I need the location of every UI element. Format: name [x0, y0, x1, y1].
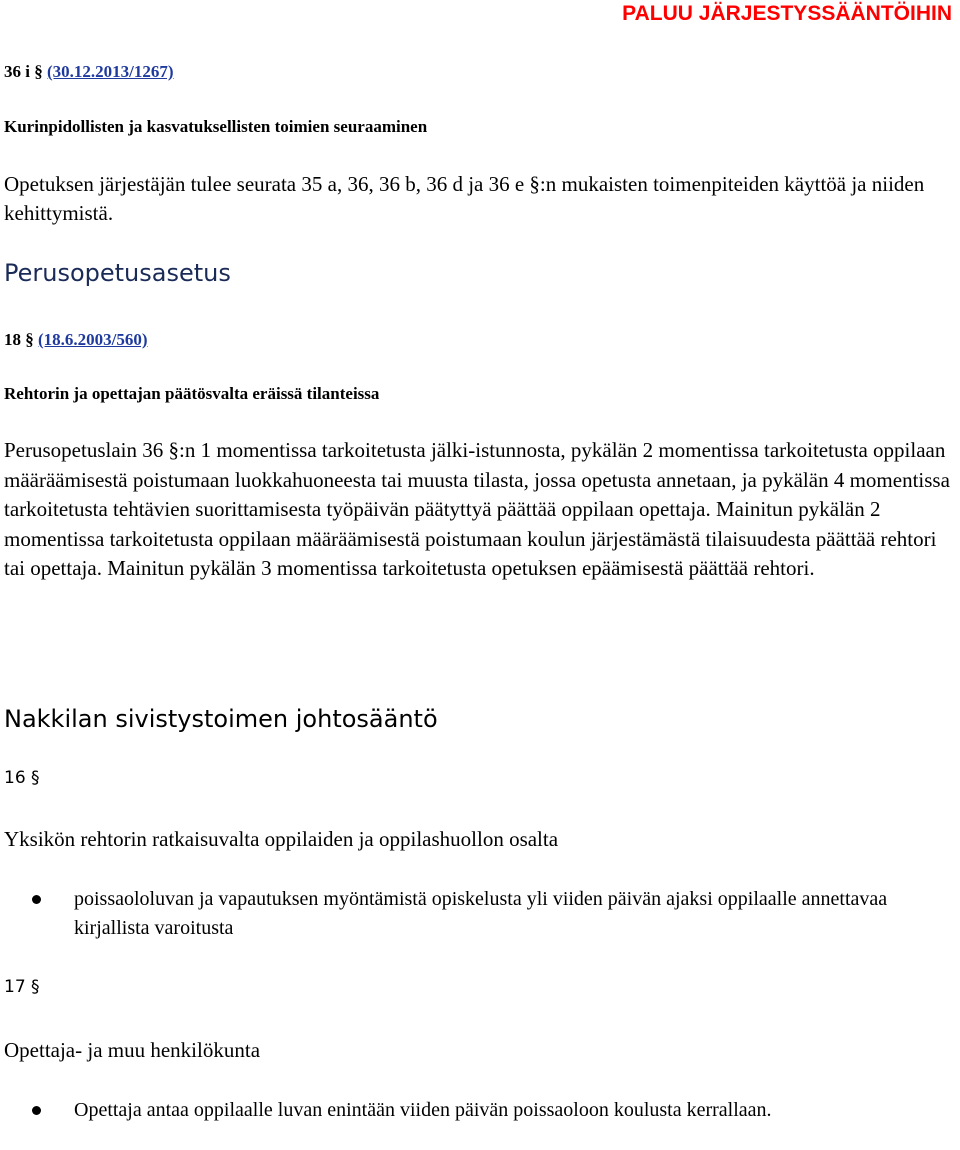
list-item [0, 885, 900, 943]
heading-17: Opettaja- ja muu henkilökunta [4, 1038, 261, 1062]
bullet-icon [32, 1106, 41, 1115]
section-number: 36 i § [4, 62, 43, 81]
amendment-link-36i[interactable]: (30.12.2013/1267) [46, 62, 174, 81]
section-number: 18 § [4, 330, 34, 349]
list-16 [0, 885, 900, 943]
heading-18: Rehtorin ja opettajan päätösvalta eräissä tilanteissa [4, 384, 380, 403]
paragraph-18: Perusopetuslain 36 §:n 1 momentissa tarkoitetusta jälki-istunnosta, pykälän 2 momentissa tarkoitetusta oppilaan määräämisestä poistumaan luokkahuoneesta tai muusta tilasta, jossa opetusta annetaan, ja pykälän 4 momentissa tarkoitetusta tehtävien suorittamisesta työpäivän päätyttyä päättää oppilaan opettaja. Mainitun pykälän 2 momentissa tarkoitetusta oppilaan määräämisestä poistumaan koulun järjestämästä tilaisuudesta päättää rehtori tai opettaja. Mainitun pykälän 3 momentissa tarkoitetusta opetuksen epäämisestä päättää rehtori. [4, 438, 950, 580]
list-item-text: Opettaja antaa oppilaalle luvan enintään viiden päivän poissaoloon koulusta kerrallaan. [74, 1099, 772, 1121]
back-to-rules-link[interactable]: PALUU JÄRJESTYSSÄÄNTÖIHIN [622, 2, 952, 25]
section-16-number: 16 § [4, 768, 40, 788]
paragraph-36i: Opetuksen järjestäjän tulee seurata 35 a, 36, 36 b, 36 d ja 36 e §:n mukaisten toimenpiteiden käyttöä ja niiden kehittymistä. [4, 172, 925, 225]
heading-36i: Kurinpidollisten ja kasvatuksellisten toimien seuraaminen [4, 117, 428, 136]
list-item [0, 1096, 900, 1125]
list-17 [0, 1096, 900, 1125]
heading-16: Yksikön rehtorin ratkaisuvalta oppilaiden ja oppilashuollon osalta [4, 827, 559, 851]
section-18-ref [4, 330, 148, 350]
bullet-icon [32, 895, 41, 904]
section-17-number: 17 § [4, 977, 40, 997]
nakkila-heading: Nakkilan sivistystoimen johtosääntö [4, 705, 438, 733]
perusopetusasetus-heading: Perusopetusasetus [4, 259, 231, 287]
section-36i-ref [4, 62, 174, 82]
amendment-link-18[interactable]: (18.6.2003/560) [38, 330, 148, 349]
list-item-text: poissaololuvan ja vapautuksen myöntämistä opiskelusta yli viiden päivän ajaksi oppilaalle annettavaa kirjallista varoitusta [74, 888, 888, 939]
